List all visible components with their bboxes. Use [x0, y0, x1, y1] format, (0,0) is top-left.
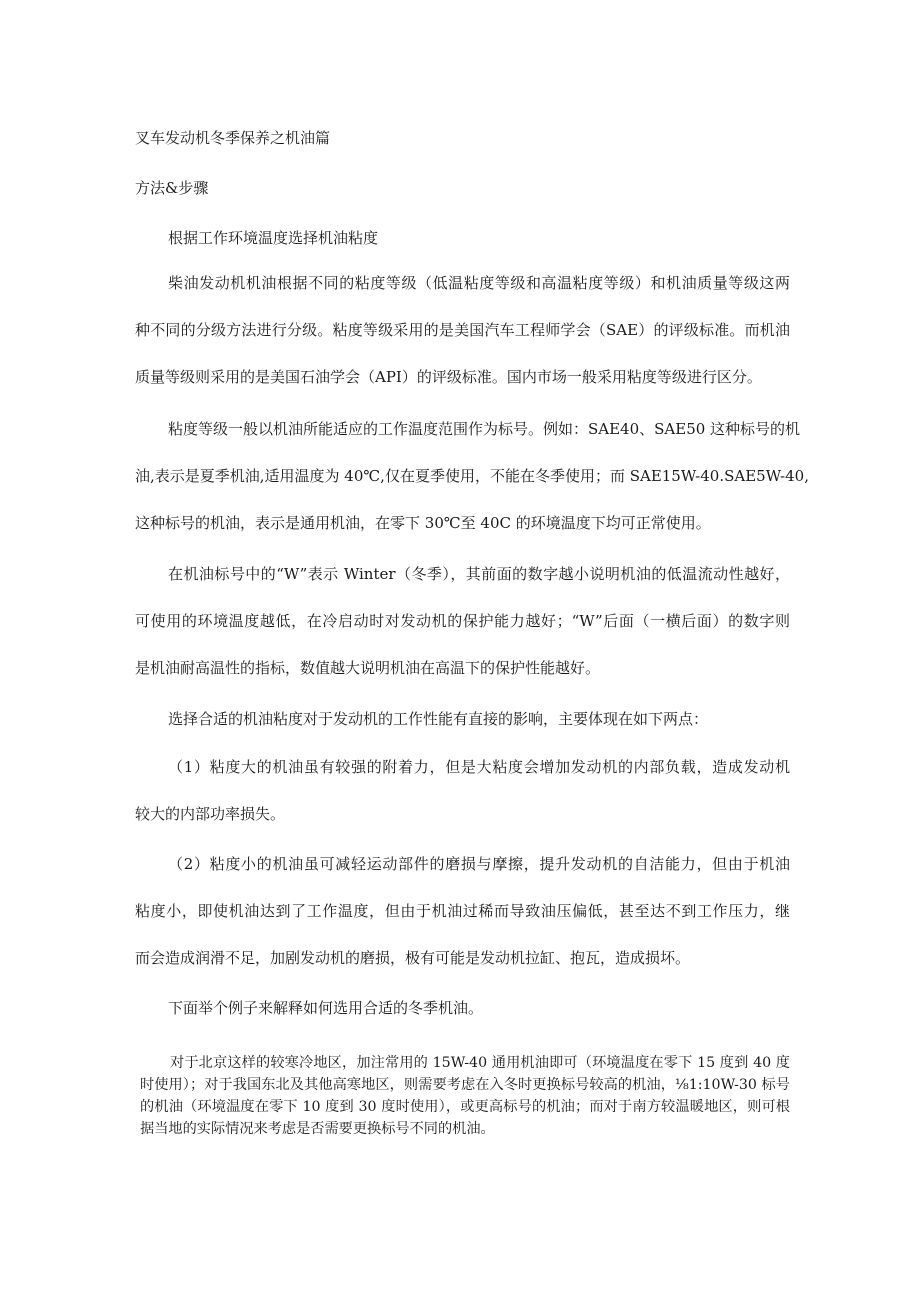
paragraph-line: 粘度等级一般以机油所能适应的工作温度范围作为标号。例如：SAE40、SAE50 这种标号的机: [168, 420, 801, 438]
document-title: 叉车发动机冬季保养之机油篇: [135, 129, 331, 147]
section-heading: 方法&步骤: [135, 179, 209, 197]
paragraph-line: 选择合适的机油粘度对于发动机的工作性能有直接的影响，主要体现在如下两点：: [168, 710, 709, 728]
paragraph-line: （2）粘度小的机油虽可减轻运动部件的磨损与摩擦，提升发动机的自洁能力，但由于机油: [168, 855, 790, 873]
paragraph-line: 较大的内部功率损失。: [135, 805, 286, 823]
paragraph-block: 对于北京这样的较寒冷地区，加注常用的 15W-40 通用机油即可（环境温度在零下 15 度到 40 度时使用）；对于我国东北及其他高寒地区，则需要考虑在入冬时更换标号较高的机油，⅛1:10W-30 标号的机油（环境温度在零下 10 度到 30 度时使用），或更高标号的机油；而对于南方较温暖地区，则可根据当地的实际情况来考虑是否需要更换标号不同的机油。: [140, 1055, 790, 1137]
paragraph-line: 是机油耐高温性的指标，数值越大说明机油在高温下的保护性能越好。: [135, 659, 601, 677]
paragraph-line: 种不同的分级方法进行分级。粘度等级采用的是美国汽车工程师学会（SAE）的评级标准。而机油: [135, 321, 790, 339]
paragraph-line: 在机油标号中的“W”表示 Winter（冬季），其前面的数字越小说明机油的低温流动性越好，: [168, 565, 790, 583]
paragraph-line: 可使用的环境温度越低，在冷启动时对发动机的保护能力越好；“W”后面（一横后面）的数字则: [135, 612, 790, 630]
paragraph-line: 这种标号的机油，表示是通用机油，在零下 30℃至 40C 的环境温度下均可正常使用。: [135, 514, 711, 532]
paragraph-line: 下面举个例子来解释如何选用合适的冬季机油。: [168, 999, 484, 1017]
paragraph-line: 柴油发动机机油根据不同的粘度等级（低温粘度等级和高温粘度等级）和机油质量等级这两: [168, 274, 790, 292]
paragraph-line: （1）粘度大的机油虽有较强的附着力，但是大粘度会增加发动机的内部负载，造成发动机: [168, 758, 790, 776]
subheading: 根据工作环境温度选择机油粘度: [168, 229, 379, 247]
paragraph-line: 质量等级则采用的是美国石油学会（API）的评级标准。国内市场一般采用粘度等级进行区分。: [135, 368, 762, 386]
paragraph-line: 粘度小，即使机油达到了工作温度，但由于机油过稀而导致油压偏低，甚至达不到工作压力，继: [135, 902, 790, 920]
paragraph-line: 油,表示是夏季机油,适用温度为 40℃,仅在夏季使用，不能在冬季使用；而 SAE15W-40.SAE5W-40,: [135, 467, 809, 485]
paragraph-line: 而会造成润滑不足，加剧发动机的磨损，极有可能是发动机拉缸、抱瓦，造成损坏。: [135, 949, 691, 967]
